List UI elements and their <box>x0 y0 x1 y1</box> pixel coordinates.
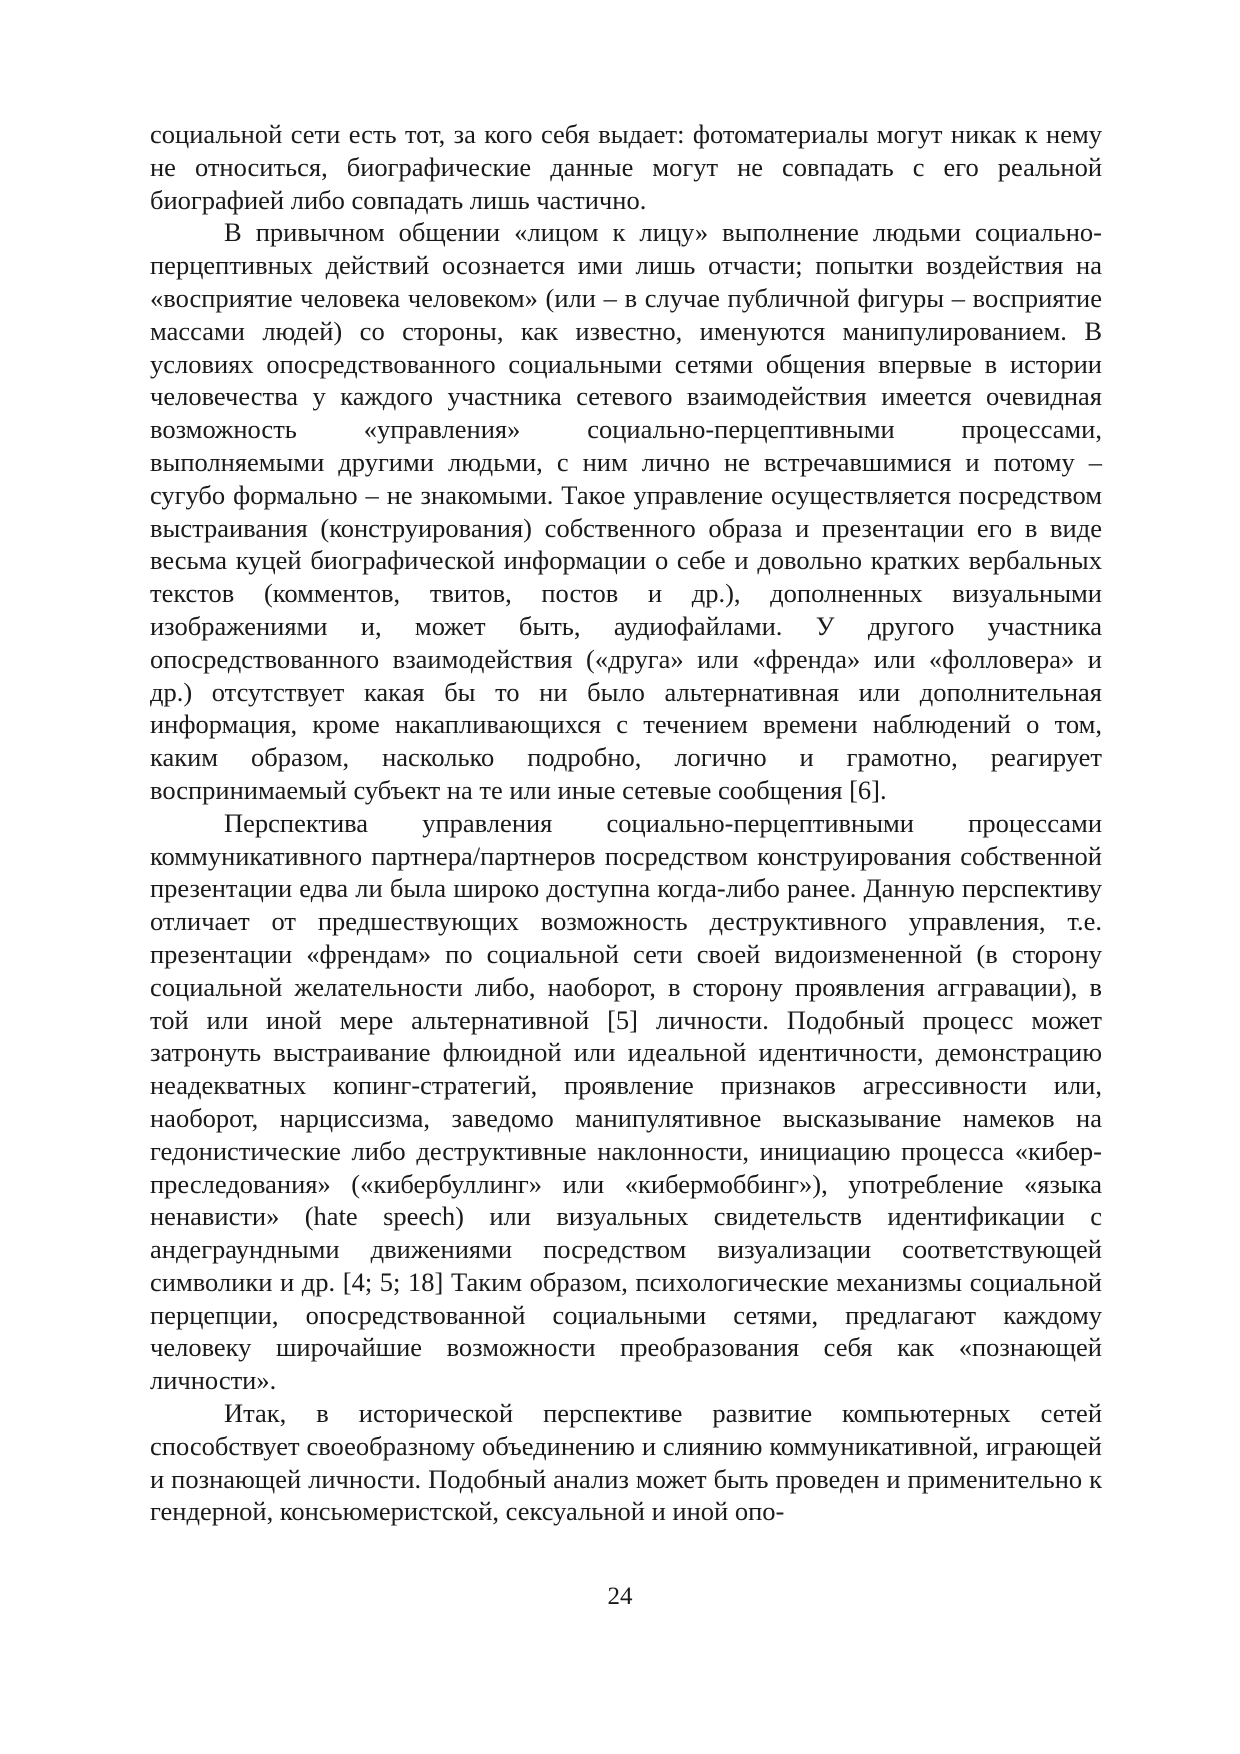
page-body <box>150 118 1102 1528</box>
paragraph-conclusion: Итак, в исторической перспективе развитие компьютерных сетей способствует своеобразному объединению и слиянию коммуникативной, играющей и познающей личности. Подобный анализ может быть проведен и применительно к гендерной, консьюмеристской, сексуальной и иной опо- <box>150 1398 1102 1527</box>
paragraph-presentation-management: Перспектива управления социально-перцептивными процессами коммуникативного партнера/партнеров посредством конструирования собственной презентации едва ли была широко доступна когда-либо ранее. Данную перспективу отличает от предшествующих возможность деструктивного управления, т.е. презентации «френдам» по социальной сети своей видоизмененной (в сторону социальной желательности либо, наоборот, в сторону проявления аггравации), в той или иной мере альтернативной [5] личности. Подобный процесс может затронуть выстраивание флюидной или идеальной идентичности, демонстрацию неадекватных копинг-стратегий, проявление признаков агрессивности или, наоборот, нарциссизма, заведомо манипулятивное высказывание намеков на гедонистические либо деструктивные наклонности, инициацию процесса «кибер-преследования» («кибербуллинг» или «кибермоббинг»), употребление «языка ненависти» (hate speech) или визуальных свидетельств идентификации с андеграундными движениями посредством визуализации соответствующей символики и др. [4; 5; 18] Таким образом, психологические механизмы социальной перцепции, опосредствованной социальными сетями, предлагают каждому человеку широчайшие возможности преобразования себя как «познающей личности». <box>150 807 1102 1396</box>
paragraph-intro-continuation: социальной сети есть тот, за кого себя выдает: фотоматериалы могут никак к нему не относиться, биографические данные могут не совпадать с его реальной биографией либо совпадать лишь частично. <box>150 119 1102 215</box>
paragraph-social-perception: В привычном общении «лицом к лицу» выполнение людьми социально-перцептивных действий осознается ими лишь отчасти; попытки воздействия на «восприятие человека человеком» (или – в случае публичной фигуры – восприятие массами людей) со стороны, как известно, именуются манипулированием. В условиях опосредствованного социальными сетями общения впервые в истории человечества у каждого участника сетевого взаимодействия имеется очевидная возможность «управления» социально-перцептивными процессами, выполняемыми другими людьми, с ним лично не встречавшимися и потому – сугубо формально – не знакомыми. Такое управление осуществляется посредством выстраивания (конструирования) собственного образа и презентации его в виде весьма куцей биографической информации о себе и довольно кратких вербальных текстов (комментов, твитов, постов и др.), дополненных визуальными изображениями и, может быть, аудиофайлами. У другого участника опосредствованного взаимодействия («друга» или «френда» или «фолловера» и др.) отсутствует какая бы то ни было альтернативная или дополнительная информация, кроме накапливающихся с течением времени наблюдений о том, каким образом, насколько подробно, логично и грамотно, реагирует воспринимаемый субъект на те или иные сетевые сообщения [6]. <box>150 217 1102 805</box>
page-number: 24 <box>607 1583 633 1610</box>
